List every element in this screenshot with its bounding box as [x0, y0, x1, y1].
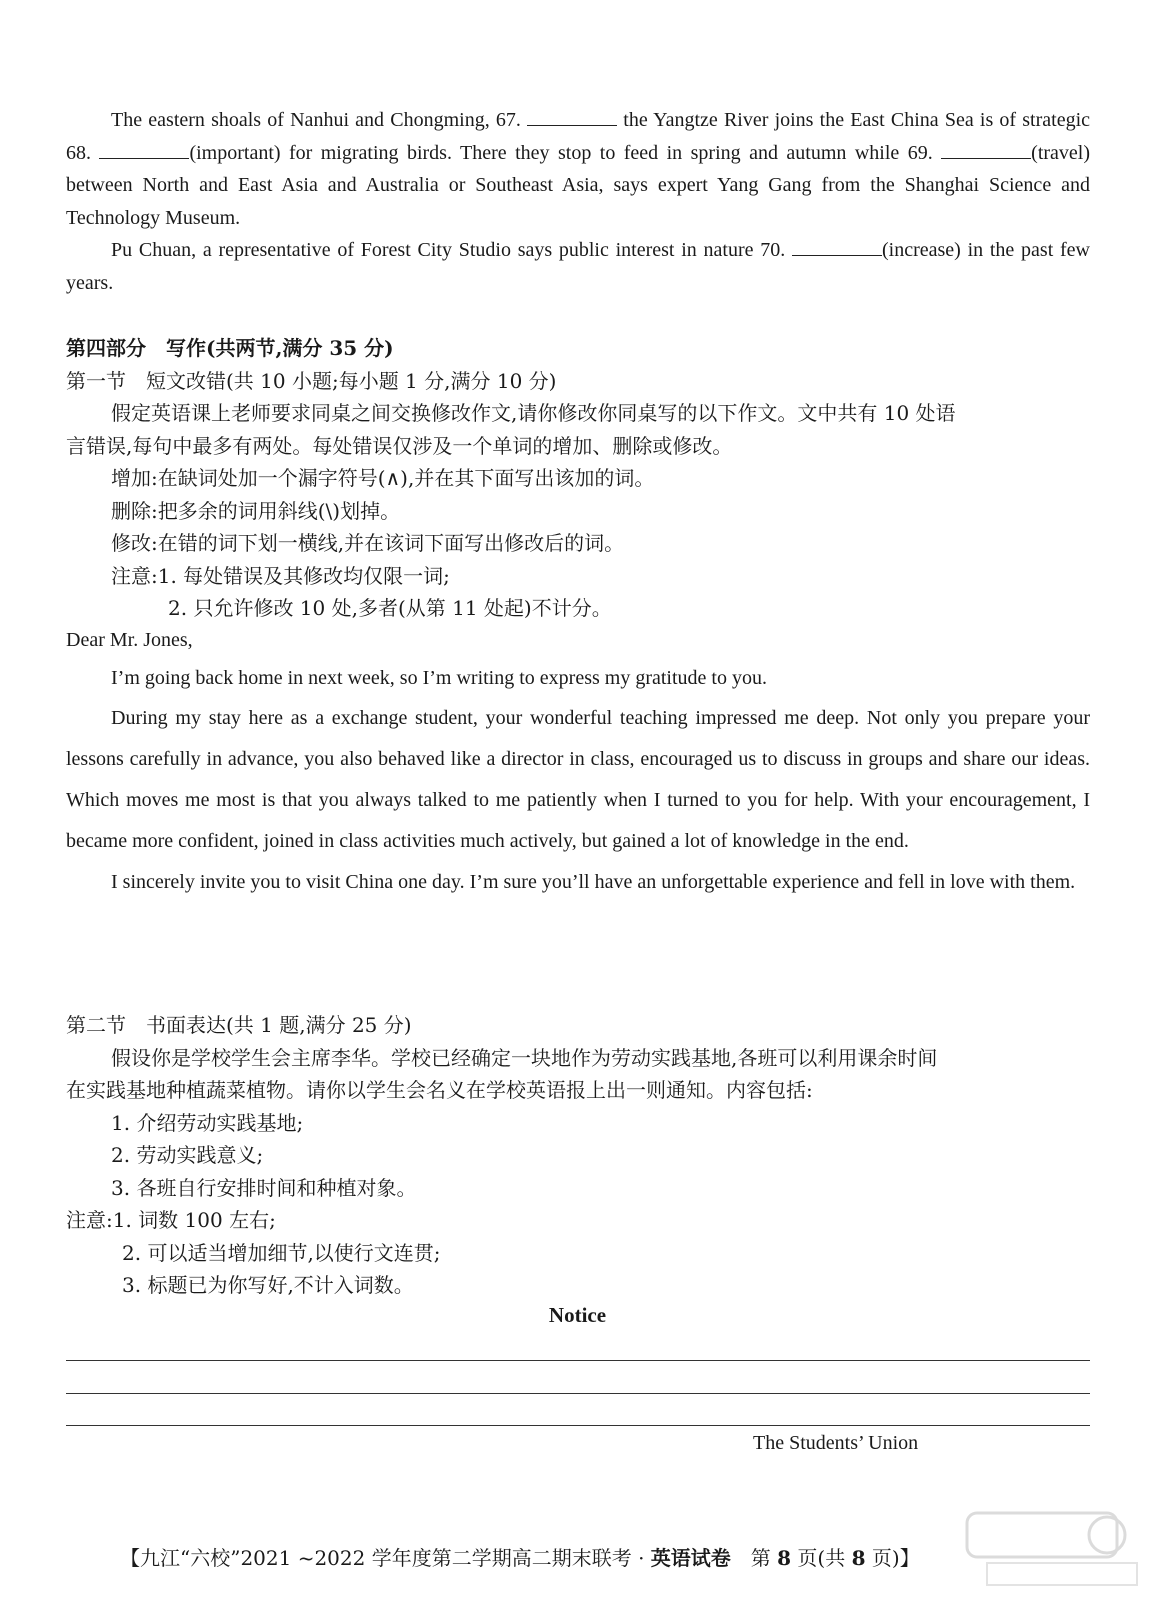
passage-text: The eastern shoals of Nanhui and Chongming, 67.	[111, 109, 521, 131]
note-item: 2. 只允许修改 10 处,多者(从第 11 处起)不计分。	[168, 596, 612, 620]
passage	[66, 104, 1090, 299]
letter-paragraph-1: I’m going back home in next week, so I’m writing to express my gratitude to you.	[111, 667, 767, 689]
letter-paragraph-2: During my stay here as a exchange student, your wonderful teaching impressed me deep. Not only you prepare your lessons carefully in advance, you also behaved like a director in class, encouraged us to discuss in groups and share our ideas. Which moves me most is that you always talked to me patiently when I turned to you for help. With your encouragement, I became more confident, joined in class activities much actively, but gained a lot of knowledge in the end.	[66, 707, 1090, 852]
footer-page-label: 页)】	[865, 1546, 920, 1570]
passage-paragraph-1	[66, 104, 1090, 234]
section1-instruction: 言错误,每句中最多有两处。每处错误仅涉及一个单词的增加、删除或修改。	[66, 433, 733, 458]
rule-delete: 删除:把多余的词用斜线(\)划掉。	[111, 498, 401, 523]
note-item: 2. 可以适当增加细节,以使行文连贯;	[122, 1240, 441, 1265]
rule-add: 增加:在缺词处加一个漏字符号(∧),并在其下面写出该加的词。	[111, 466, 655, 490]
part4-heading: 第四部分 写作(共两节,满分 35 分)	[66, 336, 394, 360]
section2-title: 第二节 书面表达(共 1 题,满分 25 分)	[66, 1013, 412, 1037]
page-footer	[120, 1542, 920, 1571]
rule-modify: 修改:在错的词下划一横线,并在该词下面写出修改后的词。	[111, 531, 625, 555]
note-item: 注意:1. 每处错误及其修改均仅限一词;	[111, 563, 450, 588]
letter-paragraph-3: I sincerely invite you to visit China one day. I’m sure you’ll have an unforgettable experience and fell in love with them.	[111, 871, 1076, 893]
section1-instruction: 假定英语课上老师要求同桌之间交换修改作文,请你修改你同桌写的以下作文。文中共有 10 处语	[111, 401, 956, 425]
passage-text: (important) for migrating birds. There they stop to feed in spring and autumn while 69.	[189, 141, 933, 164]
footer-page-number: 8	[777, 1546, 792, 1570]
writing-line[interactable]	[66, 1360, 1090, 1361]
part4-instructions	[66, 332, 1096, 625]
writing-line[interactable]	[66, 1425, 1090, 1426]
footer-page-label: 页(共	[791, 1546, 852, 1570]
content-item: 3. 各班自行安排时间和种植对象。	[111, 1175, 417, 1200]
content-item: 1. 介绍劳动实践基地;	[111, 1110, 304, 1135]
writing-line[interactable]	[66, 1393, 1090, 1394]
note-item: 注意:1. 词数 100 左右;	[66, 1208, 276, 1232]
footer-exam-title: 【九江“六校”2021 ~2022 学年度第二学期高二期末联考 ·	[120, 1546, 651, 1570]
section2-instruction: 假设你是学校学生会主席李华。学校已经确定一块地作为劳动实践基地,各班可以利用课余时间	[111, 1045, 938, 1070]
answer-blank-70[interactable]	[792, 237, 882, 256]
notice-signature: The Students’ Union	[753, 1432, 919, 1454]
footer-page-label: 第	[730, 1546, 778, 1570]
notice-title: Notice	[548, 1303, 607, 1327]
content-item: 2. 劳动实践意义;	[111, 1143, 264, 1167]
passage-text: the Yangtze River joins the East China Sea is of strategic 68.	[66, 109, 1091, 164]
section1-title: 第一节 短文改错(共 10 小题;每小题 1 分,满分 10 分)	[66, 368, 557, 393]
section2-instruction: 在实践基地种植蔬菜植物。请你以学生会名义在学校英语报上出一则通知。内容包括:	[66, 1078, 813, 1102]
footer-page-total: 8	[851, 1546, 866, 1570]
passage-paragraph-2	[66, 234, 1090, 299]
footer-subject: 英语试卷	[650, 1546, 731, 1570]
passage-text: Pu Chuan, a representative of Forest City Studio says public interest in nature 70.	[111, 239, 786, 261]
note-item: 3. 标题已为你写好,不计入词数。	[122, 1273, 414, 1297]
passage-text: (increase) in the past few years.	[66, 239, 1090, 294]
answer-blank-67[interactable]	[527, 107, 617, 126]
error-correction-letter	[66, 622, 1090, 903]
watermark-logo	[947, 1505, 1147, 1595]
section2-instructions	[66, 1009, 1096, 1302]
answer-blank-68[interactable]	[99, 140, 189, 159]
letter-salutation: Dear Mr. Jones,	[66, 629, 193, 651]
passage-text: (travel) between North and East Asia and Australia or Southeast Asia, says expert Yang Gang from the Shanghai Science and Technology Museum.	[66, 141, 1091, 229]
answer-blank-69[interactable]	[941, 140, 1031, 159]
